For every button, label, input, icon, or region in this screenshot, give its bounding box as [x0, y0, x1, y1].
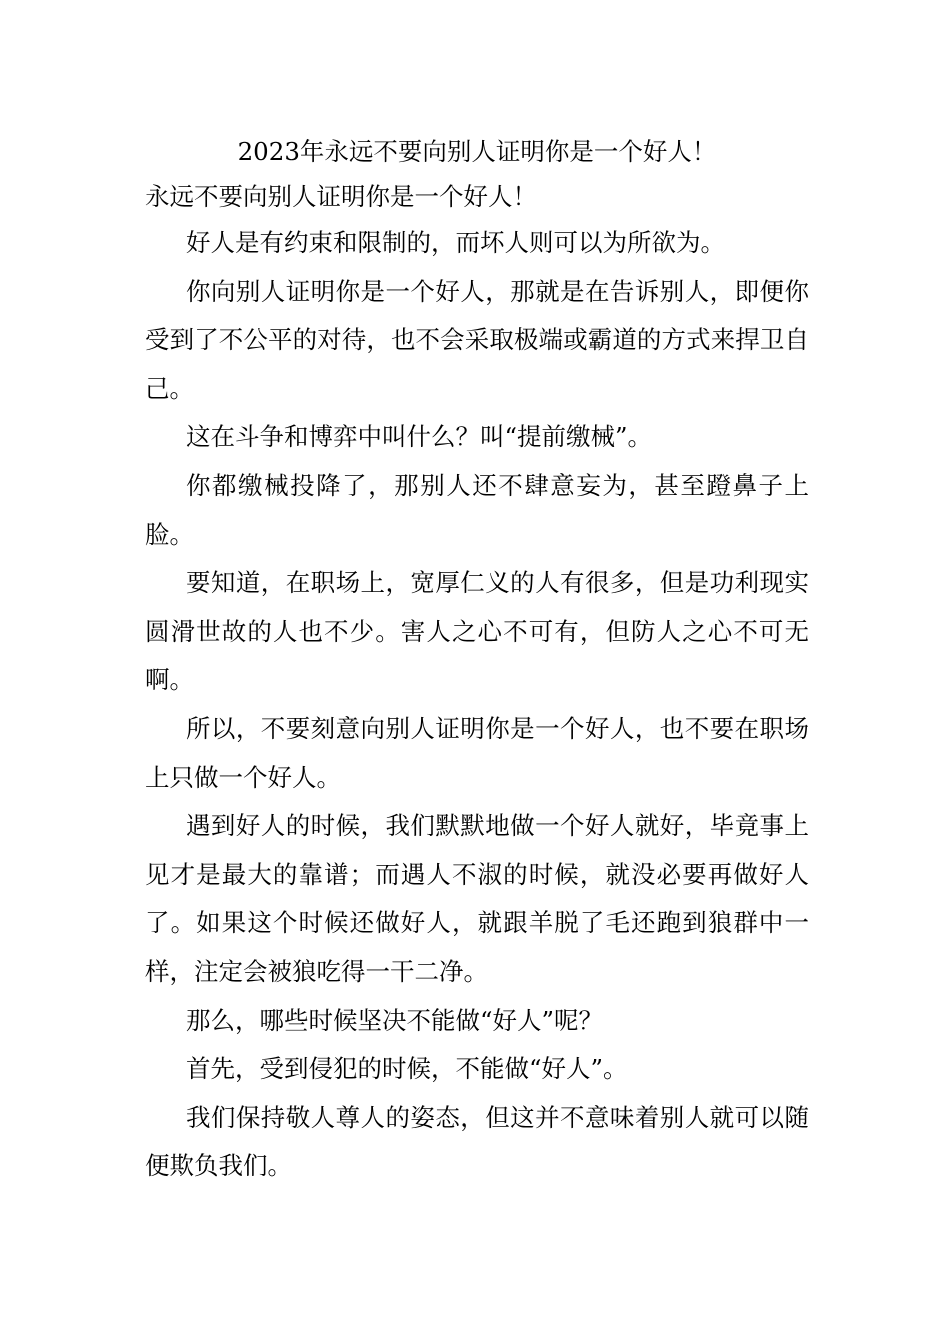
paragraph: 遇到好人的时候，我们默默地做一个好人就好，毕竟事上见才是最大的靠谱；而遇人不淑的时候，就没必要再做好人了。如果这个时候还做好人，就跟羊脱了毛还跑到狼群中一样，注定会被狼吃得一干二净。 [145, 811, 809, 986]
paragraph: 首先，受到侵犯的时候，不能做“好人”。 [186, 1054, 628, 1084]
paragraph: 所以，不要刻意向别人证明你是一个好人，也不要在职场上只做一个好人。 [145, 713, 809, 792]
paragraph: 好人是有约束和限制的，而坏人则可以为所欲为。 [186, 228, 725, 257]
paragraph: 要知道，在职场上，宽厚仁义的人有很多，但是功利现实圆滑世故的人也不少。害人之心不可有，但防人之心不可无啊。 [145, 568, 809, 695]
paragraph: 你都缴械投降了，那别人还不肆意妄为，甚至蹬鼻子上脸。 [145, 470, 809, 549]
paragraph: 我们保持敬人尊人的姿态，但这并不意味着别人就可以随便欺负我们。 [145, 1102, 809, 1181]
paragraph: 这在斗争和博弈中叫什么？叫“提前缴械”。 [186, 422, 653, 452]
document-body [145, 129, 809, 1191]
document-subtitle: 永远不要向别人证明你是一个好人！ [145, 182, 537, 211]
paragraph: 你向别人证明你是一个好人，那就是在告诉别人，即便你受到了不公平的对待，也不会采取极端或霸道的方式来捍卫自己。 [145, 276, 809, 403]
paragraph: 那么，哪些时候坚决不能做“好人”呢？ [186, 1005, 604, 1035]
document-title: 2023年永远不要向别人证明你是一个好人！ [237, 137, 717, 166]
